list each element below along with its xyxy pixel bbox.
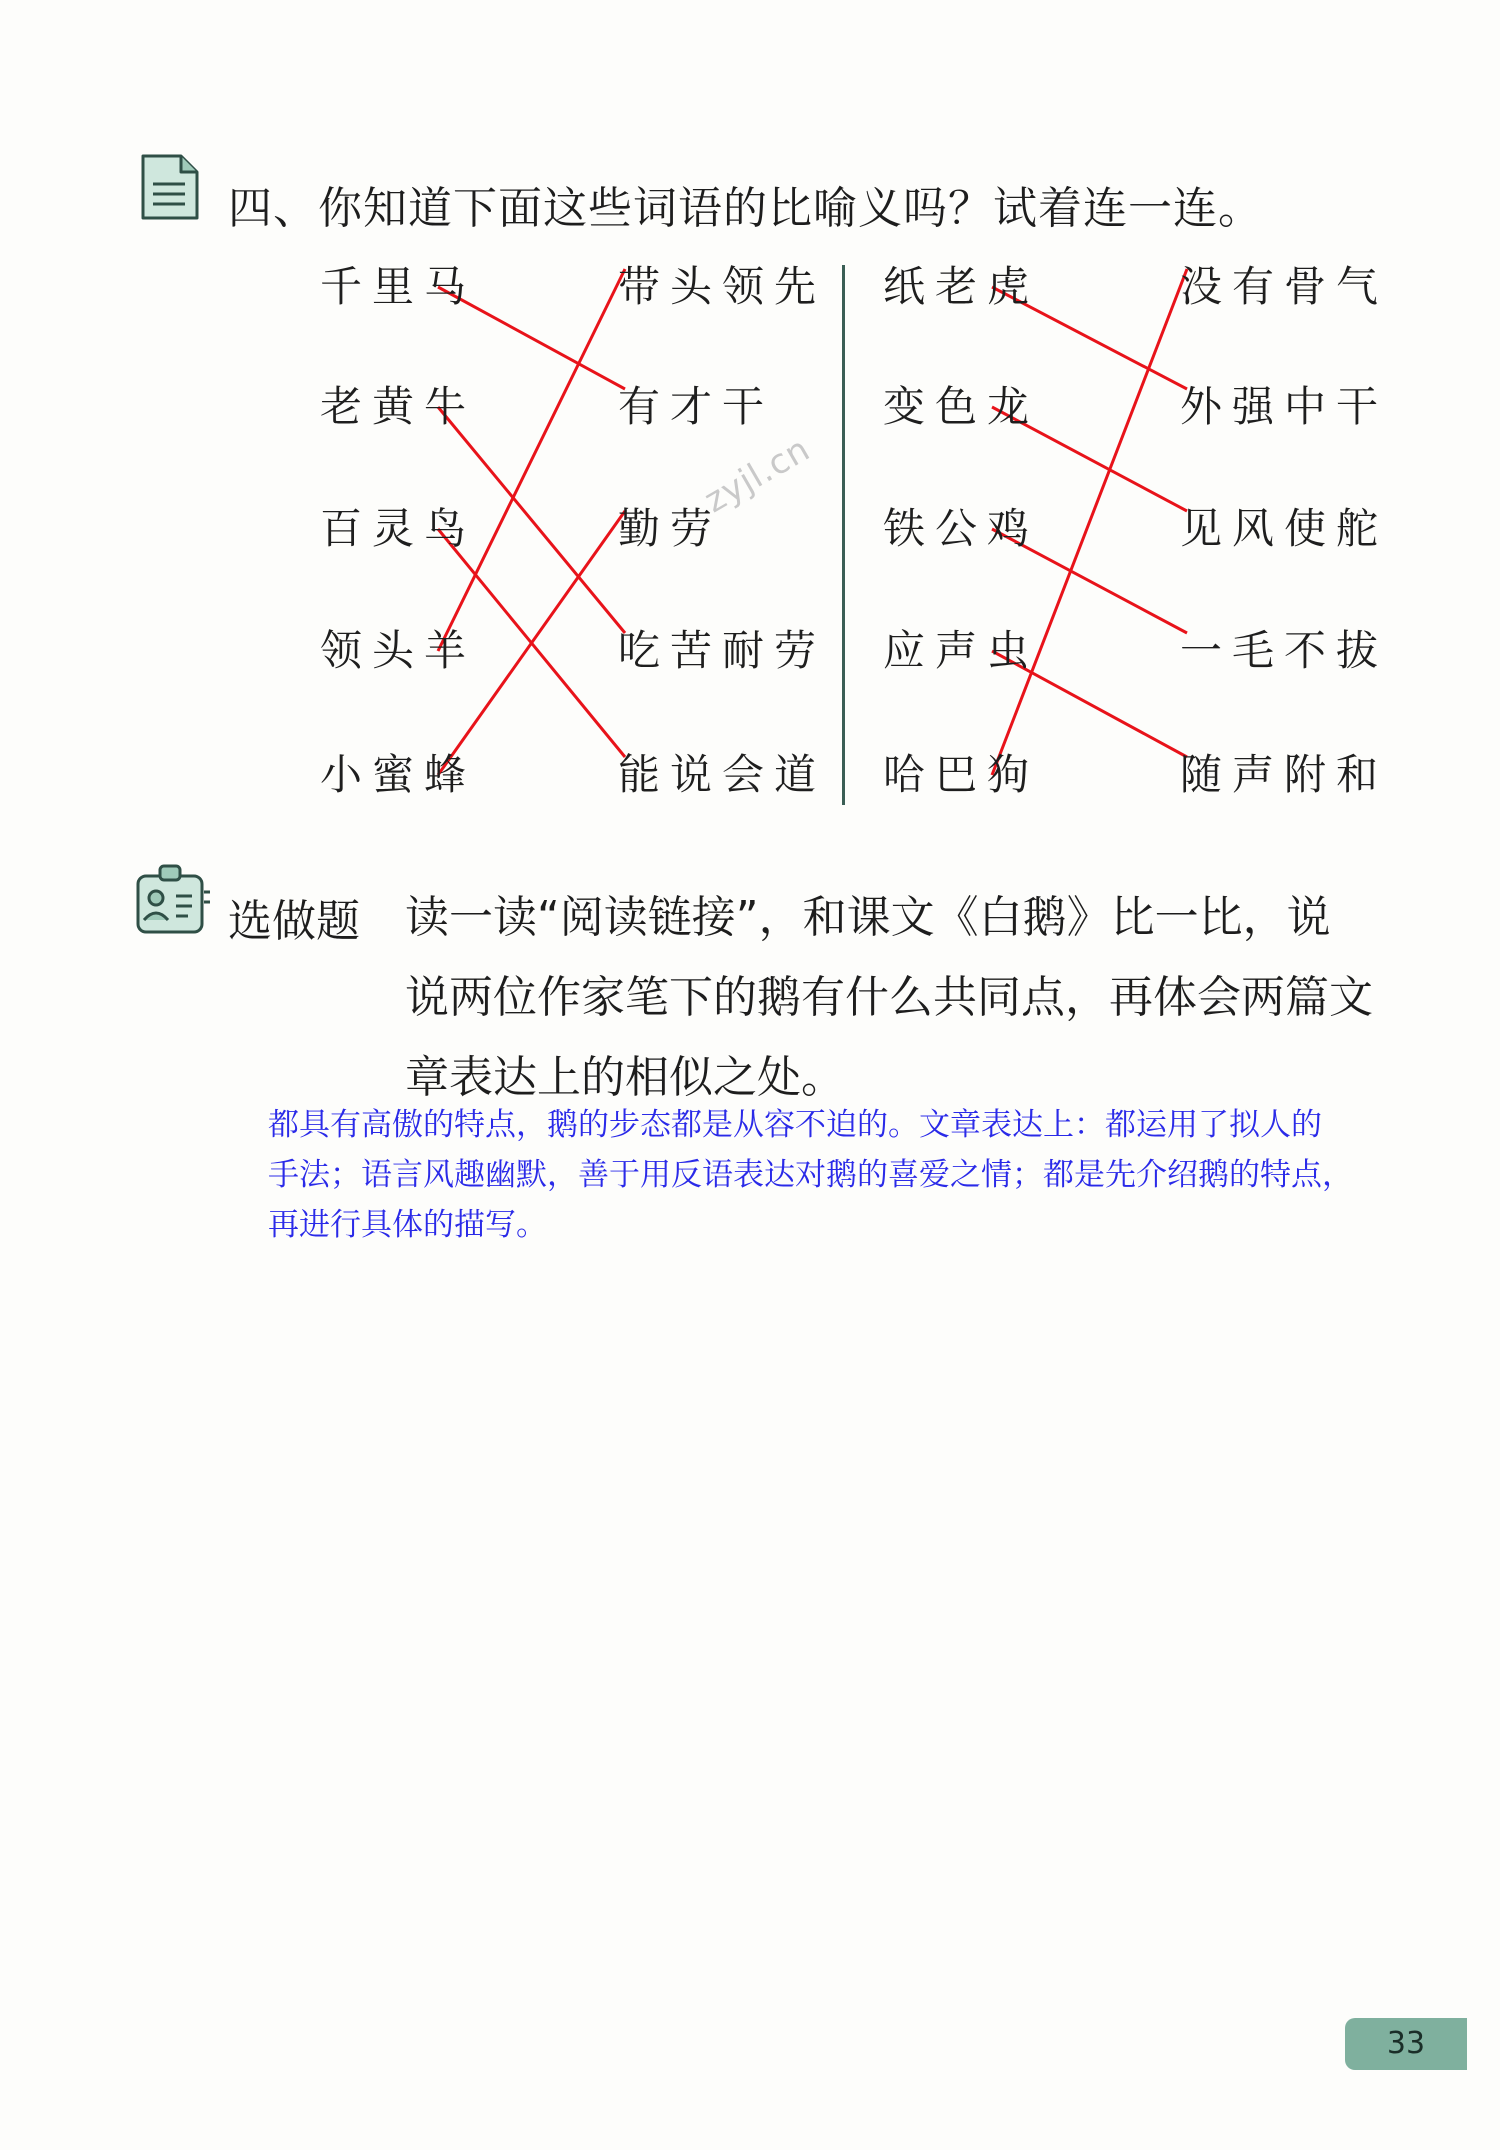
watermark: zyjl.cn <box>697 428 818 522</box>
left-term[interactable]: 老黄牛 <box>320 382 477 431</box>
right-term[interactable]: 变色龙 <box>883 382 1040 431</box>
optional-line: 读一读“阅读链接”，和课文《白鹅》比一比，说 <box>405 892 1331 943</box>
answer-line: 手法；语言风趣幽默，善于用反语表达对鹅的喜爱之情；都是先介绍鹅的特点， <box>268 1157 1353 1193</box>
right-term[interactable]: 应声虫 <box>883 626 1040 675</box>
optional-label: 选做题 <box>228 896 360 947</box>
optional-question <box>405 878 1373 1118</box>
right-meaning[interactable]: 外强中干 <box>1180 382 1389 431</box>
left-meaning[interactable]: 有才干 <box>618 382 775 431</box>
section-heading: 四、你知道下面这些词语的比喻义吗？试着连一连。 <box>228 183 1263 234</box>
left-term[interactable]: 领头羊 <box>320 626 477 675</box>
right-meaning[interactable]: 见风使舵 <box>1180 504 1389 553</box>
optional-line: 章表达上的相似之处。 <box>405 1052 845 1103</box>
right-meaning[interactable]: 一毛不拔 <box>1180 626 1389 675</box>
optional-line: 说两位作家笔下的鹅有什么共同点，再体会两篇文 <box>405 972 1373 1023</box>
left-term[interactable]: 小蜜蜂 <box>320 750 477 799</box>
right-meaning[interactable]: 没有骨气 <box>1180 262 1389 311</box>
handwritten-answer <box>268 1100 1418 1250</box>
id-card-icon <box>132 862 212 942</box>
left-connection-line <box>438 269 625 651</box>
left-meaning[interactable]: 带头领先 <box>618 262 827 311</box>
left-meaning[interactable]: 勤劳 <box>618 504 723 553</box>
left-term[interactable]: 百灵鸟 <box>320 504 477 553</box>
answer-line: 再进行具体的描写。 <box>268 1207 547 1243</box>
left-meaning[interactable]: 吃苦耐劳 <box>618 626 827 675</box>
right-term[interactable]: 纸老虎 <box>883 262 1040 311</box>
left-meaning[interactable]: 能说会道 <box>618 750 827 799</box>
answer-line: 都具有高傲的特点，鹅的步态都是从容不迫的。文章表达上：都运用了拟人的 <box>268 1107 1322 1143</box>
page-number: 33 <box>1345 2018 1467 2070</box>
right-meaning[interactable]: 随声附和 <box>1180 750 1389 799</box>
right-term[interactable]: 哈巴狗 <box>883 750 1040 799</box>
right-term[interactable]: 铁公鸡 <box>883 504 1040 553</box>
left-term[interactable]: 千里马 <box>320 262 477 311</box>
